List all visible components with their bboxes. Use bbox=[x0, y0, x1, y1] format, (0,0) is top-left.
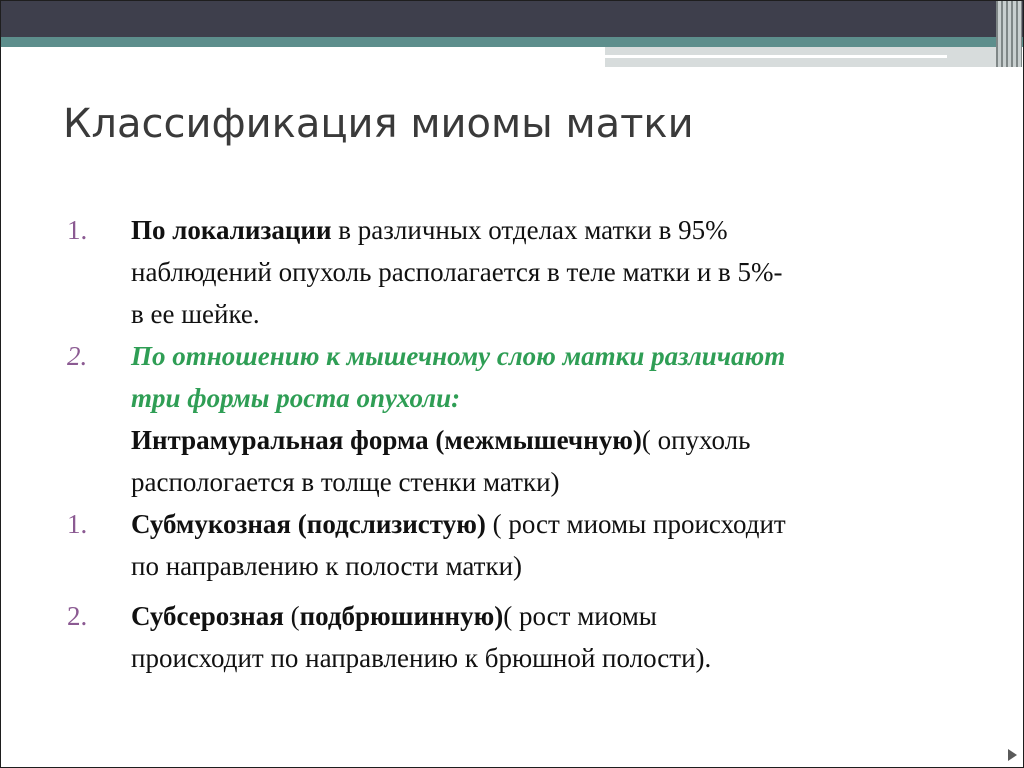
item-lead: Интрамуральная форма (межмышечную) bbox=[131, 425, 642, 455]
item-line bbox=[131, 503, 981, 545]
item-text: ( опухоль bbox=[641, 425, 751, 455]
list-number: 2. bbox=[67, 341, 88, 371]
item-line: происходит по направлению к брюшной полости). bbox=[131, 643, 712, 673]
item-text: в различных отделах матки в 95% bbox=[331, 215, 728, 245]
item-lead: Субсерозная bbox=[131, 601, 284, 631]
slide-title: Классификация миомы матки bbox=[63, 101, 694, 147]
item-lead: Субмукозная (подслизистую) bbox=[131, 509, 486, 539]
item-line bbox=[131, 419, 981, 461]
list-item-intramural bbox=[131, 419, 981, 503]
item-lead: По локализации bbox=[131, 215, 332, 245]
list-number: 1. bbox=[67, 215, 88, 245]
item-line: наблюдений опухоль располагается в теле матки и в 5%- bbox=[131, 257, 783, 287]
list-number: 2. bbox=[67, 601, 88, 631]
item-line: по направлению к полости матки) bbox=[131, 551, 523, 581]
list-item-muscle-layer bbox=[67, 335, 981, 419]
list-item-subserous bbox=[67, 595, 981, 679]
item-line bbox=[131, 595, 981, 637]
item-line: По отношению к мышечному слою матки различают bbox=[131, 341, 786, 371]
list-item-submucous bbox=[67, 503, 981, 587]
item-line: в ее шейке. bbox=[131, 299, 260, 329]
item-lead: подбрюшинную) bbox=[299, 601, 504, 631]
list-item-localization bbox=[67, 209, 981, 335]
slide-content bbox=[1, 1, 1023, 767]
item-line bbox=[131, 209, 981, 251]
list-number: 1. bbox=[67, 509, 88, 539]
item-line: распологается в толще стенки матки) bbox=[131, 467, 560, 497]
corner-arrow-icon bbox=[1008, 749, 1017, 761]
item-text: ( рост миомы происходит bbox=[485, 509, 786, 539]
item-line: три формы роста опухоли: bbox=[131, 383, 461, 413]
item-text: ( рост миомы bbox=[503, 601, 657, 631]
item-text: ( bbox=[283, 601, 300, 631]
